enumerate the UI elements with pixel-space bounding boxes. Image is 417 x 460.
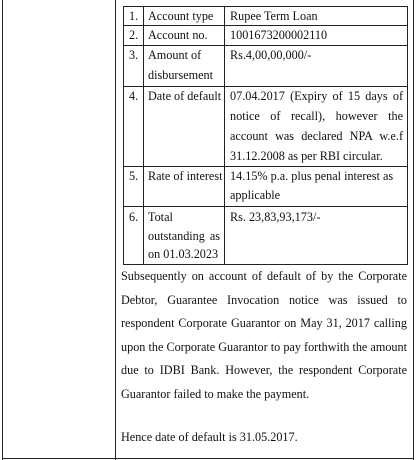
paragraph-line-4: upon the Corporate Guarantor to pay forthwith the amount: [121, 339, 407, 354]
row-6-label-line-2: outstanding as: [148, 229, 220, 243]
row-1-label: Account type: [148, 9, 214, 23]
paragraph-line-2: Debtor, Guarantee Invocation notice was issued to: [121, 292, 407, 307]
bottom-border: [2, 458, 414, 459]
row-line-2: [123, 45, 408, 46]
row-line-1: [123, 25, 408, 26]
row-6-label-line-3: on 01.03.2023: [148, 247, 219, 261]
row-4-value-line-1: 07.04.2017 (Expiry of 15 days of: [230, 89, 403, 103]
row-line-3: [123, 86, 408, 87]
row-3-number: 3.: [129, 48, 139, 62]
row-6-number: 6.: [129, 210, 139, 224]
row-4-value-line-2: notice of recall), however the: [230, 109, 403, 123]
row-2-label: Account no.: [148, 28, 208, 42]
row-line-0: [123, 6, 408, 7]
row-2-value: 1001673200002110: [230, 28, 328, 42]
row-6-value: Rs. 23,83,93,173/-: [230, 210, 321, 224]
row-2-number: 2.: [129, 28, 139, 42]
row-4-number: 4.: [129, 89, 139, 103]
row-5-label: Rate of interest: [148, 169, 223, 183]
right-border: [413, 0, 414, 460]
row-5-number: 5.: [129, 169, 139, 183]
closing-sentence: Hence date of default is 31.05.2017.: [121, 430, 298, 444]
row-5-value-line-2: applicable: [230, 188, 281, 202]
row-3-label-line-1: Amount of: [148, 48, 202, 62]
paragraph-line-6: Guarantor failed to make the payment.: [121, 386, 310, 401]
column-divider: [115, 0, 116, 460]
row-1-number: 1.: [129, 9, 139, 23]
body-paragraph: [121, 265, 407, 406]
row-3-label-line-2: disbursement: [148, 68, 213, 82]
row-1-value: Rupee Term Loan: [230, 9, 318, 23]
left-border: [2, 0, 3, 460]
row-3-value: Rs.4,00,00,000/-: [230, 48, 312, 62]
row-4-value-line-4: 31.12.2008 as per RBI circular.: [230, 149, 383, 163]
paragraph-line-5: due to IDBI Bank. However, the respondent Corporate: [121, 363, 407, 377]
row-line-5: [123, 206, 408, 207]
row-4-label: Date of default: [148, 89, 222, 103]
row-6-label-line-1: Total: [148, 210, 173, 224]
row-5-value-line-1: 14.15% p.a. plus penal interest as: [230, 169, 394, 183]
paragraph-line-1: Subsequently on account of default of by the Corporate: [121, 269, 407, 283]
row-4-value-line-3: account was declared NPA w.e.f: [230, 129, 403, 143]
row-line-4: [123, 166, 408, 167]
paragraph-line-3: respondent Corporate Guarantor on May 31, 2017 calling: [121, 316, 407, 330]
